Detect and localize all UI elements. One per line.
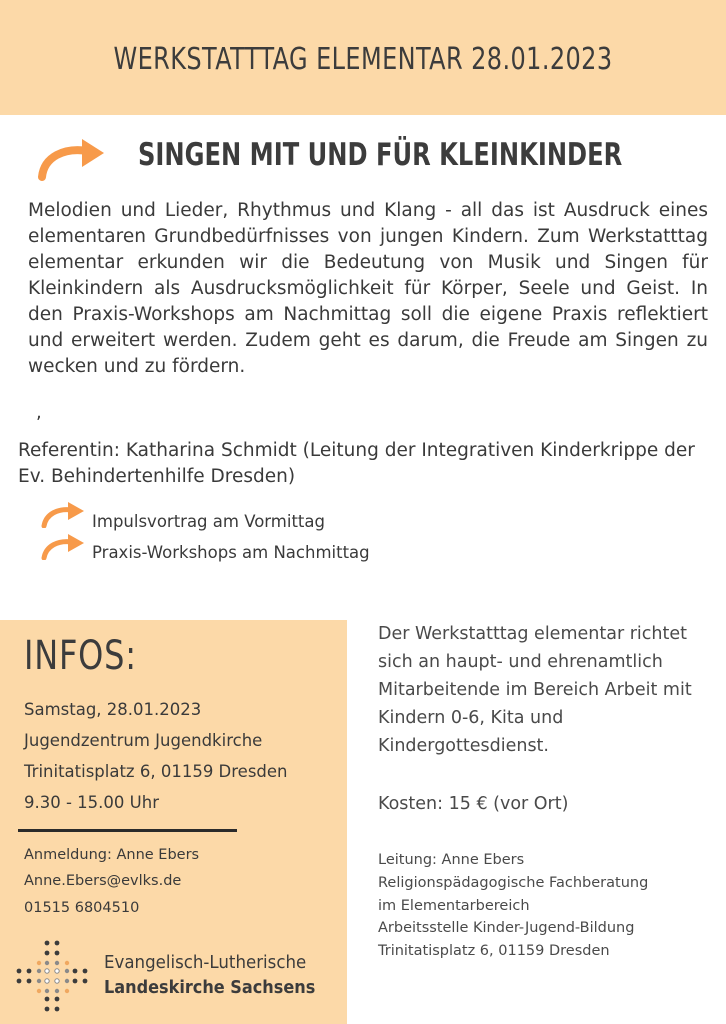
info-venue: Jugendzentrum Jugendkirche: [24, 731, 263, 750]
info-address: Trinitatisplatz 6, 01159 Dresden: [24, 762, 288, 781]
leitung-line: im Elementarbereich: [378, 898, 530, 914]
curved-arrow-icon: [40, 502, 86, 528]
stray-mark: ,: [36, 402, 42, 423]
contact-email[interactable]: Anne.Ebers@evlks.de: [24, 873, 182, 889]
registration-contact: Anmeldung: Anne Ebers: [24, 847, 200, 863]
event-description: Melodien und Lieder, Rhythmus und Klang - all das ist Ausdruck eines elementaren Grundbedürfnisses von jungen Kindern. Zum Werkstatttag elementar erkunden wir die Bedeutung von Musik und Singen für Kleinkindern als Ausdrucksmöglichkeit für Körper, Seele und Geist. In den Praxis-Workshops am Nachmittag soll die eigene Praxis reflektiert und erweitert werden. Zudem geht es darum, die Freude am Singen zu wecken und zu fördern.: [28, 200, 708, 377]
target-group-text: Der Werkstatttag elementar richtet sich an haupt- und ehrenamtlich Mitarbeitende im Bereich Arbeit mit Kindern 0-6, Kita und Kindergottesdienst.: [378, 624, 692, 756]
leitung-line: Religionspädagogische Fachberatung: [378, 875, 649, 891]
info-time: 9.30 - 15.00 Uhr: [24, 793, 159, 812]
section-title: SINGEN MIT UND FÜR KLEINKINDER: [138, 137, 623, 173]
info-divider: [18, 829, 237, 832]
curved-arrow-icon: [36, 137, 108, 181]
cross-dots-logo: [14, 938, 92, 1016]
agenda-item-afternoon: Praxis-Workshops am Nachmittag: [92, 543, 370, 562]
leitung-line: Arbeitsstelle Kinder-Jugend-Bildung: [378, 920, 635, 936]
church-name-line2: Landeskirche Sachsens: [104, 978, 316, 998]
info-date: Samstag, 28.01.2023: [24, 700, 202, 719]
church-name-line1: Evangelisch-Lutherische: [104, 953, 307, 973]
agenda-item-morning: Impulsvortrag am Vormittag: [92, 512, 325, 531]
curved-arrow-icon: [40, 534, 86, 560]
contact-phone: 01515 6804510: [24, 900, 140, 916]
event-title: WERKSTATTTAG ELEMENTAR 28.01.2023: [113, 42, 613, 77]
leitung-line: Trinitatisplatz 6, 01159 Dresden: [378, 943, 610, 959]
speaker-info: Referentin: Katharina Schmidt (Leitung der Integrativen Kinderkrippe der Ev. Behindertenhilfe Dresden): [18, 440, 695, 487]
leitung-line: Leitung: Anne Ebers: [378, 852, 525, 868]
cost-text: Kosten: 15 € (vor Ort): [378, 794, 569, 814]
infos-heading: INFOS:: [24, 633, 137, 679]
